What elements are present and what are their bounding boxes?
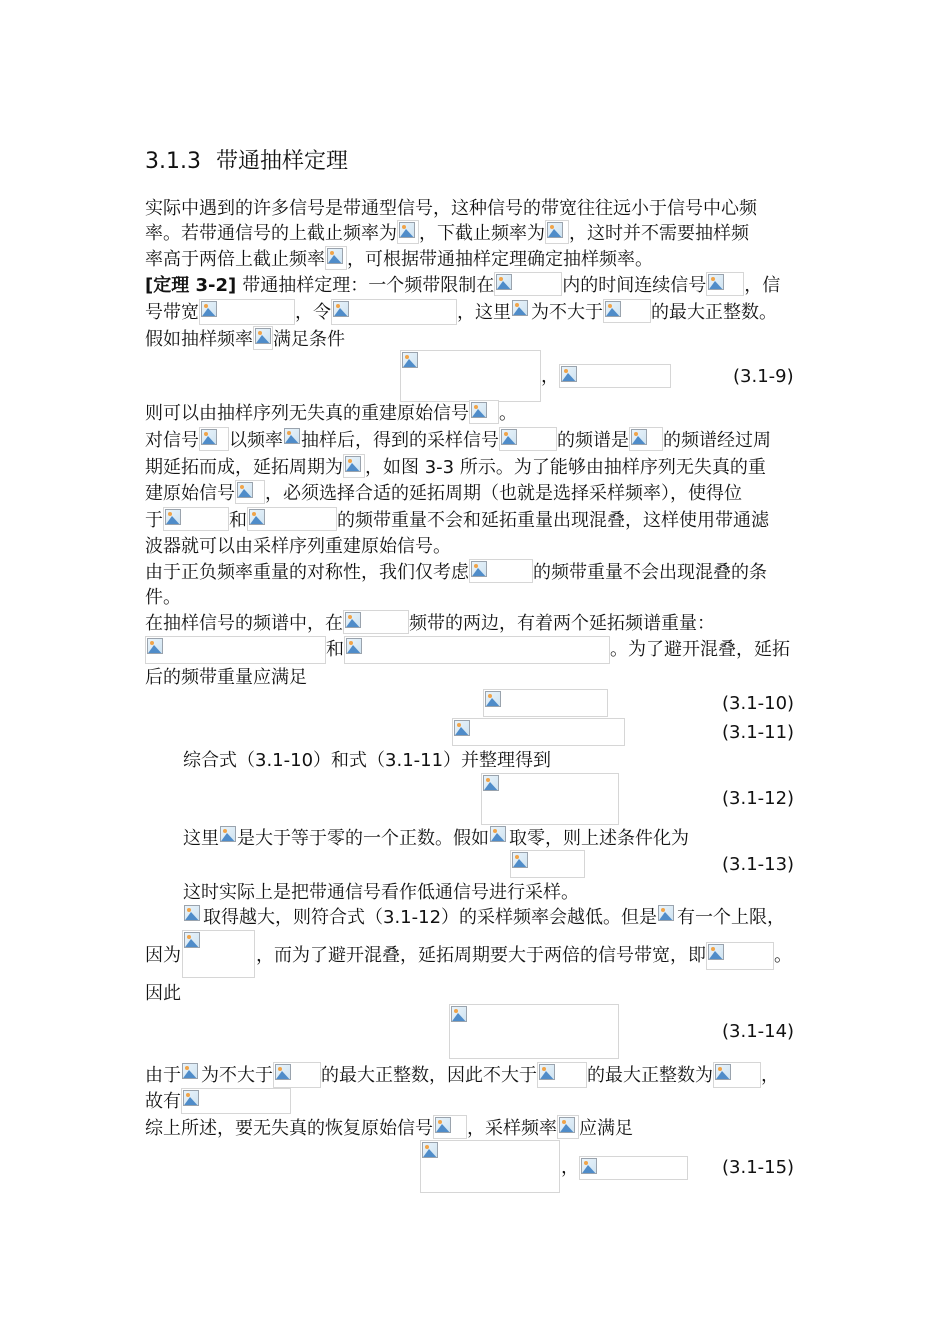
- text: 内的时间连续信号: [562, 275, 707, 296]
- equation-number: (3.1-12): [722, 788, 795, 809]
- paragraph-line: [145, 610, 715, 638]
- text: 的最大正整数。: [651, 302, 777, 323]
- text: ，下截止频率为: [419, 223, 545, 244]
- text: 带通抽样定理：一个频带限制在: [242, 275, 495, 296]
- paragraph-line: [145, 427, 771, 455]
- equation-image: [400, 350, 541, 402]
- text: 于: [145, 510, 163, 531]
- paragraph-line: [145, 636, 790, 664]
- paragraph-line: [183, 904, 785, 932]
- text: 实际中遇到的许多信号是带通型信号，这种信号的带宽往往远小于信号中心频: [145, 198, 757, 219]
- text: 。: [774, 945, 792, 966]
- broken-image-icon: [469, 559, 533, 583]
- text: 后的频带重量应满足: [145, 667, 307, 688]
- equation-number: (3.1-9): [733, 366, 794, 387]
- text: 的频谱经过周: [663, 430, 771, 451]
- paragraph-line: [145, 246, 653, 274]
- broken-image-icon: [706, 942, 774, 970]
- paragraph-line: [145, 195, 757, 223]
- text: 为不大于: [201, 1065, 273, 1086]
- text: 假如抽样频率: [145, 329, 253, 350]
- equation-image: [579, 1156, 688, 1180]
- broken-image-icon: [181, 1062, 201, 1086]
- broken-image-icon: [629, 427, 663, 451]
- paragraph-line: [145, 400, 517, 428]
- text: 有一个上限，: [677, 907, 786, 928]
- section-title: 带通抽样定理: [215, 149, 348, 174]
- text: 满足条件: [273, 329, 345, 350]
- paragraph-line: [256, 942, 792, 970]
- text: ，这时并不需要抽样频: [569, 223, 749, 244]
- text: 期延拓而成，延拓周期为: [145, 457, 343, 478]
- broken-image-icon: [183, 904, 203, 928]
- text: 对信号: [145, 430, 199, 451]
- equation-image: [452, 718, 625, 746]
- text: 的频带重量不会出现混叠的条: [533, 562, 767, 583]
- text: 由于: [145, 1065, 181, 1086]
- broken-image-icon: [469, 400, 499, 424]
- broken-image-icon: [557, 1115, 579, 1139]
- equation-separator: ，: [541, 366, 559, 387]
- broken-image-icon: [713, 1062, 761, 1088]
- broken-image-icon: [343, 454, 365, 478]
- text: ，而为了避开混叠，延拓周期要大于两倍的信号带宽，即: [256, 945, 706, 966]
- equation-image: [420, 1140, 560, 1193]
- broken-image-icon: [706, 272, 744, 296]
- text: ，如图 3-3 所示。为了能够由抽样序列无失真的重: [365, 457, 766, 478]
- theorem-line: [145, 299, 777, 327]
- paragraph-line: [145, 533, 451, 561]
- equation-image: [449, 1004, 619, 1059]
- text: 取得越大，则符合式（3.1-12）的采样频率会越低。但是: [203, 907, 658, 928]
- equation-number: (3.1-10): [722, 693, 795, 714]
- broken-image-icon: [494, 272, 562, 296]
- text: 抽样后，得到的采样信号: [301, 430, 499, 451]
- text: ，令: [295, 302, 331, 323]
- text: 因此: [145, 983, 181, 1004]
- text: 和: [229, 510, 247, 531]
- broken-image-icon: [489, 825, 509, 849]
- equation-image: [483, 689, 608, 717]
- broken-image-icon: [499, 427, 557, 451]
- equation-image: [481, 773, 619, 825]
- broken-image-icon: [273, 1062, 321, 1088]
- equation-image: [559, 364, 671, 388]
- paragraph-line: [145, 454, 766, 482]
- broken-image-icon: [181, 1088, 291, 1114]
- broken-image-icon: [247, 507, 337, 531]
- broken-image-icon: [145, 636, 326, 664]
- equation-image: [182, 930, 255, 978]
- broken-image-icon: [343, 610, 409, 634]
- text: 应满足: [579, 1118, 633, 1139]
- broken-image-icon: [511, 299, 531, 323]
- section-heading: [145, 147, 348, 177]
- broken-image-icon: [199, 299, 295, 325]
- text: 号带宽: [145, 302, 199, 323]
- paragraph-line: [145, 1088, 291, 1116]
- text: 在抽样信号的频谱中，在: [145, 613, 343, 634]
- text: 故有: [145, 1091, 181, 1112]
- broken-image-icon: [253, 326, 273, 350]
- text: 率高于两倍上截止频率: [145, 249, 325, 270]
- text: 件。: [145, 587, 181, 608]
- broken-image-icon: [235, 480, 265, 504]
- broken-image-icon: [545, 220, 569, 244]
- paragraph-line: [145, 1062, 779, 1090]
- paragraph-line: [183, 879, 579, 907]
- theorem-line: [145, 272, 780, 300]
- paragraph-line: [145, 480, 742, 508]
- text: 率。若带通信号的上截止频率为: [145, 223, 397, 244]
- theorem-line: [145, 326, 345, 354]
- text: 建原始信号: [145, 483, 235, 504]
- text: 由于正负频率重量的对称性，我们仅考虑: [145, 562, 469, 583]
- text: 取零，则上述条件化为: [509, 828, 689, 849]
- broken-image-icon: [163, 507, 229, 531]
- paragraph-line: [145, 584, 181, 612]
- text: 这里: [183, 828, 219, 849]
- text: 的频谱是: [557, 430, 629, 451]
- text: 为不大于: [531, 302, 603, 323]
- text: 频带的两边，有着两个延拓频谱重量：: [409, 613, 715, 634]
- text: ，: [761, 1065, 779, 1086]
- equation-number: (3.1-13): [722, 854, 795, 875]
- broken-image-icon: [657, 904, 677, 928]
- broken-image-icon: [325, 246, 347, 270]
- equation-number: (3.1-11): [722, 722, 795, 743]
- paragraph-line: [145, 1115, 633, 1143]
- paragraph-line: [145, 220, 749, 248]
- broken-image-icon: [603, 299, 651, 323]
- broken-image-icon: [397, 220, 419, 244]
- paragraph-line: [145, 507, 769, 535]
- equation-number: (3.1-15): [722, 1157, 795, 1178]
- theorem-tag: [定理 3-2]: [145, 275, 237, 296]
- equation-number: (3.1-14): [722, 1021, 795, 1042]
- text: ，必须选择合适的延拓周期（也就是选择采样频率），使得位: [265, 483, 742, 504]
- broken-image-icon: [283, 427, 301, 451]
- text: ，采样频率: [467, 1118, 557, 1139]
- text: 以频率: [229, 430, 283, 451]
- text: 综上所述，要无失真的恢复原始信号: [145, 1118, 433, 1139]
- text: ，信: [744, 275, 781, 296]
- text: ，这里: [457, 302, 511, 323]
- section-number: 3.1.3: [145, 149, 201, 174]
- paragraph-line: [145, 942, 181, 970]
- paragraph-line: [145, 664, 307, 692]
- text: 综合式（3.1-10）和式（3.1-11）并整理得到: [183, 750, 552, 771]
- equation-image: [510, 850, 585, 878]
- broken-image-icon: [331, 299, 457, 325]
- broken-image-icon: [433, 1115, 467, 1139]
- paragraph-line: [183, 747, 551, 775]
- text: 的频带重量不会和延拓重量出现混叠，这样使用带通滤: [337, 510, 769, 531]
- text: 因为: [145, 945, 181, 966]
- text: 和: [326, 639, 344, 660]
- text: 这时实际上是把带通信号看作低通信号进行采样。: [183, 882, 579, 903]
- text: 。为了避开混叠，延拓: [610, 639, 790, 660]
- text: ，可根据带通抽样定理确定抽样频率。: [347, 249, 653, 270]
- text: 的最大正整数，因此不大于: [321, 1065, 537, 1086]
- paragraph-line: [145, 559, 767, 587]
- text: 的最大正整数为: [587, 1065, 713, 1086]
- broken-image-icon: [344, 636, 610, 664]
- text: 是大于等于零的一个正数。假如: [237, 828, 489, 849]
- broken-image-icon: [537, 1062, 587, 1088]
- paragraph-line: [183, 825, 689, 853]
- text: 波器就可以由采样序列重建原始信号。: [145, 536, 451, 557]
- paragraph-line: [145, 980, 181, 1008]
- equation-separator: ，: [561, 1157, 579, 1178]
- broken-image-icon: [199, 427, 229, 451]
- broken-image-icon: [219, 825, 237, 849]
- text: 。: [499, 403, 517, 424]
- text: 则可以由抽样序列无失真的重建原始信号: [145, 403, 469, 424]
